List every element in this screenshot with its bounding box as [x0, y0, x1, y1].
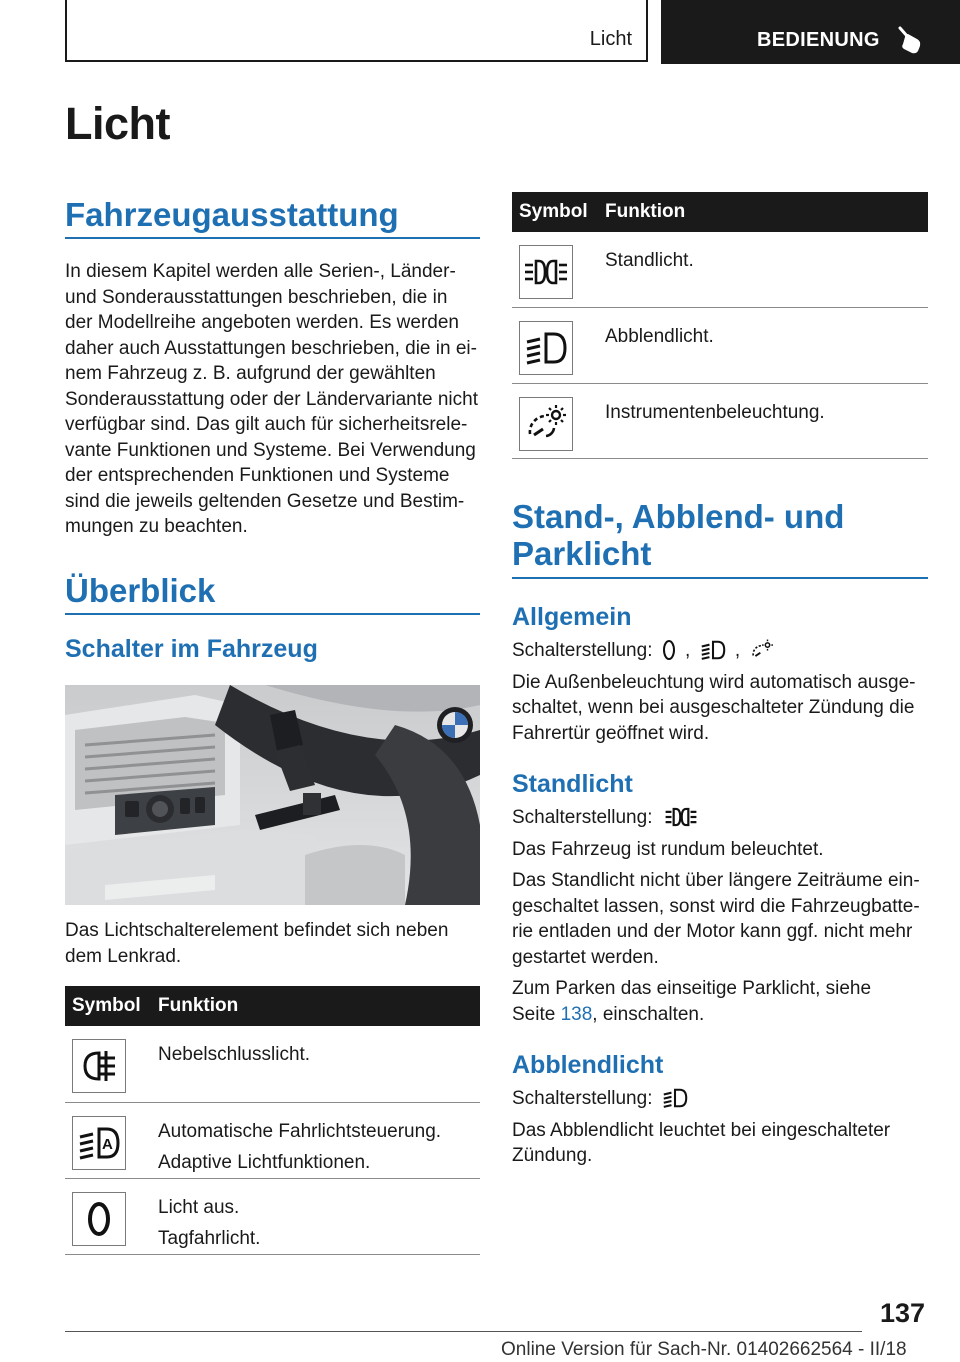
text-line: schaltet, wenn bei ausgeschalteter Zündung die — [512, 697, 915, 718]
heading-stand-abblend-parklicht — [512, 498, 928, 572]
row-text: Tagfahrlicht. — [158, 1227, 261, 1249]
heading-rule — [65, 237, 480, 239]
svg-text:A: A — [102, 1135, 113, 1153]
text-line: Sonderausstattung oder der Ländervariante nicht — [65, 388, 478, 410]
heading-line: Stand-, Abblend- und — [512, 498, 845, 535]
text-line: geschaltet lassen, sonst wird die Fahrzeugbatte- — [512, 895, 920, 917]
text-line: vante Funktionen und Systeme. Bei Verwendung — [65, 439, 476, 461]
switch-label: Schalterstellung: — [512, 1088, 653, 1109]
col-header-symbol: Symbol — [65, 986, 158, 1026]
row-text: Abblendlicht. — [605, 325, 714, 347]
heading-allgemein: Allgemein — [512, 603, 632, 631]
text-line: mungen zu beachten. — [65, 516, 248, 537]
text-line: Das Lichtschalterelement befindet sich neben — [65, 920, 449, 941]
row-text: Standlicht. — [605, 250, 694, 271]
low-beam-icon — [662, 1087, 688, 1109]
abblendlicht-paragraph — [512, 1118, 928, 1169]
text-line: der entsprechenden Funktionen und Systeme — [65, 465, 450, 486]
col-header-symbol: Symbol — [512, 192, 605, 232]
page-reference-link[interactable]: 138 — [560, 1003, 593, 1025]
text-line — [512, 1002, 928, 1028]
footer-online-version: Online Version für Sach-Nr. 01402662564 - II/18 — [501, 1339, 907, 1360]
table-row — [512, 307, 928, 383]
text-line: nem Fahrzeug z. B. aufgrund der gewählten — [65, 363, 436, 384]
left-symbol-table — [65, 986, 480, 1255]
ueberblick-section — [65, 572, 480, 664]
footer-rule — [65, 1331, 862, 1332]
parking-light-icon — [662, 806, 700, 828]
right-symbol-table — [512, 192, 928, 459]
heading-schalter-im-fahrzeug: Schalter im Fahrzeug — [65, 635, 318, 663]
text-line: Zündung. — [512, 1145, 593, 1166]
text-line: Die Außenbeleuchtung wird automatisch ausge- — [512, 671, 916, 693]
header-chapter-tab — [65, 0, 648, 62]
page-title: Licht — [65, 98, 170, 149]
standlicht-paragraph-2 — [512, 868, 928, 970]
switch-label: Schalterstellung: — [512, 807, 653, 828]
intro-paragraph — [65, 259, 480, 540]
text-line: gestartet werden. — [512, 946, 659, 968]
switch-position-line — [512, 638, 928, 664]
text-line: Das Standlicht nicht über längere Zeiträume ein- — [512, 870, 920, 891]
text-fragment: Seite — [512, 1003, 561, 1025]
text-line: Zum Parken das einseitige Parklicht, siehe — [512, 978, 872, 999]
instrument-lighting-icon — [749, 639, 775, 661]
col-header-funktion: Funktion — [158, 986, 480, 1026]
text-line: sind die jeweils geltenden Gesetze und Bestim- — [65, 490, 465, 512]
row-text: Nebelschlusslicht. — [158, 1044, 311, 1065]
table-row — [512, 232, 928, 307]
header-chapter-label: Licht — [589, 28, 632, 50]
automatic-headlight-icon — [72, 1116, 126, 1170]
text-line: verfügbar sind. Das gilt auch für sicherheitsrele- — [65, 414, 468, 435]
switch-position-line — [512, 805, 928, 831]
text-line: Fahrertür geöffnet wird. — [512, 722, 710, 744]
photo-caption — [65, 918, 480, 969]
left-column — [65, 196, 480, 540]
right-column — [512, 498, 928, 1169]
heading-standlicht: Standlicht — [512, 770, 633, 798]
switch-label: Schalterstellung: — [512, 640, 653, 661]
table-row — [65, 1026, 480, 1102]
heading-line: Parklicht — [512, 535, 652, 572]
text-line: und Sonderausstattungen beschrieben, die in — [65, 286, 448, 308]
table-row — [65, 1178, 480, 1254]
text-line: daher auch Ausstattungen beschrieben, die in ei- — [65, 337, 477, 359]
parking-light-icon — [519, 245, 573, 299]
separator: , — [734, 640, 741, 661]
standlicht-paragraph-3 — [512, 976, 928, 1027]
text-line: Das Abblendlicht leuchtet bei eingeschalteter — [512, 1119, 891, 1141]
text-line: dem Lenkrad. — [65, 945, 182, 967]
instrument-lighting-icon — [519, 397, 573, 451]
text-line: rie entladen und der Motor kann ggf. nicht mehr — [512, 921, 913, 942]
col-header-funktion: Funktion — [605, 192, 928, 232]
heading-rule — [65, 613, 480, 615]
table-row — [512, 383, 928, 458]
low-beam-icon — [519, 321, 573, 375]
header-section-label: BEDIENUNG — [757, 29, 880, 51]
heading-ueberblick: Überblick — [65, 572, 216, 609]
dashboard-illustration — [65, 685, 480, 905]
page-number: 137 — [880, 1298, 926, 1328]
pointing-hand-icon — [897, 24, 923, 54]
row-text: Licht aus. — [158, 1196, 240, 1218]
row-text: Adaptive Lichtfunktionen. — [158, 1151, 371, 1173]
text-line: der Modellreihe angeboten werden. Es werden — [65, 312, 459, 333]
allgemein-paragraph — [512, 670, 928, 747]
text-fragment: , einschalten. — [592, 1003, 705, 1025]
row-text: Automatische Fahrlichtsteuerung. — [158, 1120, 442, 1142]
lights-off-icon — [662, 639, 676, 661]
table-row — [65, 1102, 480, 1178]
text-line: In diesem Kapitel werden alle Serien-, Länder- — [65, 261, 456, 282]
heading-abblendlicht: Abblendlicht — [512, 1051, 664, 1079]
heading-fahrzeugausstattung: Fahrzeugausstattung — [65, 196, 399, 233]
standlicht-paragraph-1: Das Fahrzeug ist rundum beleuchtet. — [512, 838, 824, 860]
separator: , — [685, 640, 691, 661]
lights-off-icon — [72, 1192, 126, 1246]
switch-position-line — [512, 1086, 928, 1112]
rear-fog-light-icon — [72, 1039, 126, 1093]
row-text: Instrumentenbeleuchtung. — [605, 401, 825, 423]
low-beam-icon — [700, 639, 726, 661]
heading-rule — [512, 577, 928, 579]
header-section-tab — [661, 0, 960, 64]
light-switch-photo — [65, 685, 480, 905]
